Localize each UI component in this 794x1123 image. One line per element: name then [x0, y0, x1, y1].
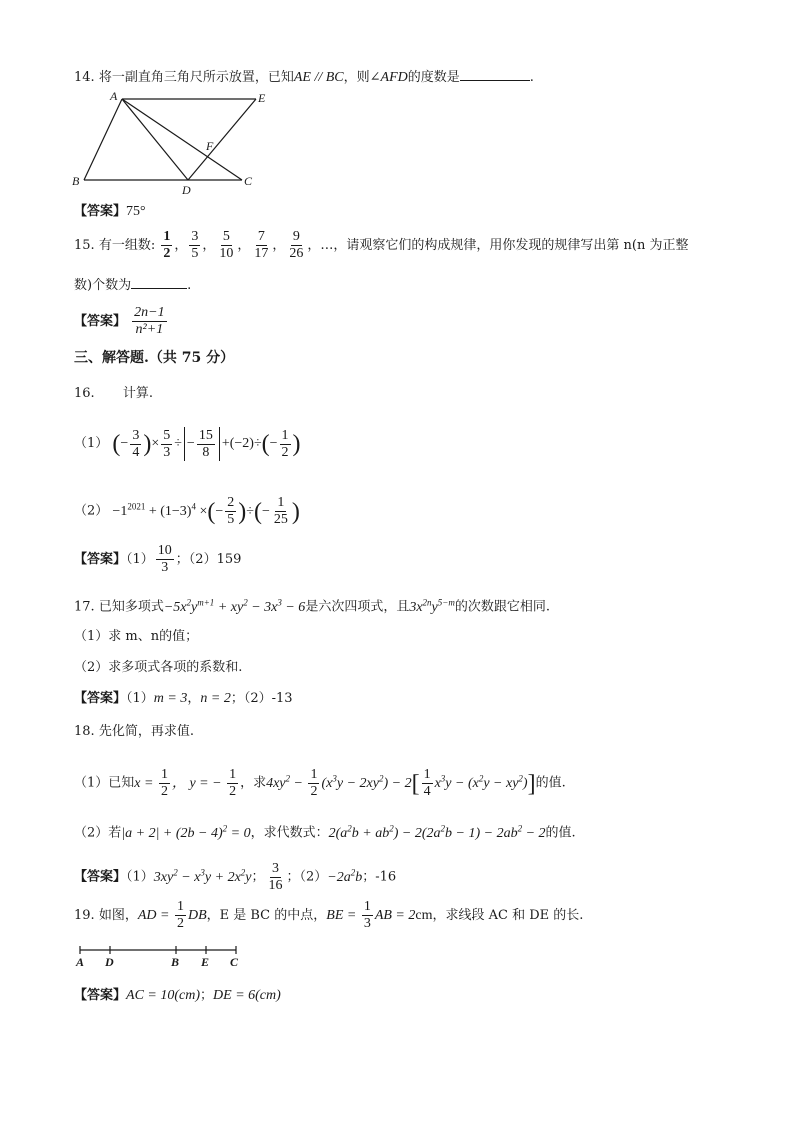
q18-answer: 【答案】$(1)3xy^2 - x^3y + 2x^2y$； $\frac{3}{16}$ ；$(2)-2a^2b$；-16	[74, 860, 397, 893]
q18-part2-cond: $|a + 2| + (2b - 4)^2 = 0$	[121, 823, 251, 841]
q18-part2	[74, 818, 576, 844]
q16-ans1-label: （1）	[126, 552, 154, 567]
q14-angle: AFD	[380, 70, 408, 85]
q16-ans2: ；（2）159	[175, 552, 242, 567]
q16-part1-expr: (− $\frac{3}{4}$ )× $\frac{5}{3}$ ÷ − $\frac{15}{8}$ +(−2)÷(− $\frac{1}{2}$ )	[112, 427, 301, 460]
q16-title: 计算.	[122, 386, 153, 401]
q19-label-a: A	[76, 955, 85, 969]
q18-x-value: x = $\frac{1}{2}$ ， y = − $\frac{1}{2}$	[134, 766, 237, 799]
q14-seg-ad	[122, 99, 188, 180]
q14-number: 14.	[74, 70, 95, 85]
q14-seg-de	[188, 99, 256, 180]
q16-part1	[74, 424, 301, 464]
q18-part2-expr: $2(a^2b + ab^2) - 2(2a^2b - 1) - 2ab^2 - 2$	[328, 823, 546, 841]
q14-figure	[66, 88, 276, 198]
q19-figure	[72, 940, 252, 970]
q14-end: .	[529, 70, 534, 85]
q18-ans1-label: （1）	[126, 869, 154, 885]
q19-text-c: ，求线段 AC 和 DE 的长.	[432, 908, 584, 923]
q15-answer	[74, 304, 169, 340]
q14-answer	[74, 202, 146, 222]
q17-text-b: 是六次四项式，且	[305, 599, 410, 615]
q17-ans-m: m = 3	[153, 691, 188, 706]
q18-answer-tag: 【答案】	[74, 869, 127, 885]
q19-label-e: E	[201, 955, 210, 969]
q18-line	[74, 722, 194, 742]
q17-ans-n: n = 2	[200, 691, 231, 706]
q14-label-d: D	[182, 183, 191, 197]
q16-part2-label: （2）	[74, 503, 109, 519]
q19-ad-eq: AD = $\frac{1}{2}$ DB	[137, 899, 207, 932]
q19-be-eq: BE = $\frac{1}{3}$ AB = 2cm	[326, 899, 433, 932]
q14-answer-tag: 【答案】	[74, 204, 127, 219]
q17-ans1-label: （1）	[126, 691, 154, 706]
q19-number: 19.	[74, 908, 95, 923]
q18-part1-expr: $4xy^2$ − $\frac{1}{2}$ $(x^3y - 2xy^2) - 2$[ $\frac{1}{4}$ $x^3y - (x^2y - xy^2)$]	[266, 766, 536, 799]
q18-part2-b: ，求代数式：	[250, 825, 329, 841]
q15-answer-tag: 【答案】	[74, 314, 127, 329]
q16-ans1-fraction: $\frac{10}{3}$	[157, 543, 172, 575]
q14-answer-value: 75°	[126, 204, 146, 219]
q14-label-e: E	[258, 91, 266, 105]
q18-part1	[74, 758, 566, 804]
q17-text-c: 的次数跟它相同.	[454, 599, 550, 615]
q17-answer-tag: 【答案】	[74, 691, 127, 706]
q18-part2-a: （2）若	[74, 825, 122, 841]
q19-answer-tag: 【答案】	[74, 988, 127, 1003]
q19-label-c: C	[230, 955, 239, 969]
q14-line	[74, 66, 534, 88]
q15-frac-2: $\frac{3}{5}$	[191, 229, 199, 261]
q19-text-b: ，E 是 BC 的中点，	[206, 908, 327, 923]
q17-sub1: （1）求 m、n的值；	[74, 629, 199, 644]
q18-part1-a: （1）已知	[74, 775, 135, 791]
q14-parallel: AE // BC	[293, 70, 344, 85]
q15-text-c: 数)个数为	[74, 278, 132, 293]
q16-answer	[74, 540, 241, 580]
q16-part2	[74, 486, 300, 532]
q14-label-b: B	[72, 174, 80, 188]
q18-part1-b: ，求	[240, 775, 267, 791]
q19-answer: 【答案】AC = 10(cm)；DE = 6(cm)	[74, 988, 281, 1003]
q14-label-f: F	[206, 139, 214, 153]
q19-ans-de: DE = 6(cm)	[213, 988, 281, 1003]
q16-part2-expr: $-1^{2021} + (1-3)^4$ ×(− $\frac{2}{5}$ )÷(− $\frac{1}{25}$ )	[112, 494, 300, 527]
q18-ans2-label: ；（2）	[286, 869, 328, 885]
q18-part1-c: 的值.	[535, 775, 566, 791]
q15-line: 15. 有一组数: $\frac{1}{2}$ ， $\frac{3}{5}$ ， $\frac{5}{10}$ ， $\frac{7}{17}$ ， $\frac{9}{26}$ ，…，请观察它们的构成规律，用你发现的规律写出第 n(n 为正整	[74, 229, 689, 261]
q16-number: 16.	[74, 386, 95, 401]
q19-line	[74, 896, 583, 936]
q17-answer: 【答案】（1）m = 3，n = 2；（2）-13	[74, 691, 293, 706]
q15-frac-4: $\frac{7}{17}$	[254, 229, 269, 261]
q18-title: 先化简，再求值.	[98, 724, 194, 739]
q17-text-a: 已知多项式	[98, 599, 164, 615]
q18-ans2-expr: $-2a^2b$	[327, 867, 363, 885]
q17-poly: $-5x^2y^{m+1} + xy^2 - 3x^3 - 6$	[163, 597, 306, 615]
q15-frac-3: $\frac{5}{10}$	[219, 229, 234, 261]
q19-ans-ac: AC = 10(cm)	[126, 988, 201, 1003]
q14-text-c: 的度数是	[407, 70, 460, 85]
q15-text-b: ，…，请观察它们的构成规律，用你发现的规律写出第 n(n 为正整	[307, 238, 689, 253]
q16-part1-label: （1）	[74, 436, 109, 452]
q17-ans2: ；（2）-13	[230, 691, 293, 706]
q15-frac-5: $\frac{9}{26}$	[289, 229, 304, 261]
q18-number: 18.	[74, 724, 95, 739]
q15-number: 15.	[74, 238, 95, 253]
q18-ans3: ；-16	[362, 869, 397, 885]
q15-text-a: 有一组数:	[98, 238, 156, 253]
section-heading: 三、解答题.（共 75 分）	[74, 350, 235, 366]
q16-answer-tag: 【答案】	[74, 552, 127, 567]
q17-line	[74, 592, 550, 618]
q16-line	[74, 384, 153, 404]
q14-seg-ab	[84, 99, 122, 180]
q18-ans1-expr: $3xy^2 - x^3y + 2x^2y$	[153, 867, 252, 885]
q15-line-2	[74, 274, 191, 296]
q14-label-a: A	[110, 89, 118, 103]
q15-answer-blank[interactable]	[131, 274, 187, 289]
q14-answer-blank[interactable]	[460, 66, 530, 81]
q17-mono: $3x^{2n}y^{5-m}$	[409, 597, 455, 615]
q18-ans1-value: $\frac{3}{16}$	[268, 860, 283, 893]
q14-text-a: 将一副直角三角尺所示放置，已知	[98, 70, 294, 85]
q14-seg-ac	[122, 99, 242, 180]
q19-text-a: 如图，	[98, 908, 138, 923]
q15-frac-1: $\frac{1}{2}$	[163, 229, 171, 261]
q15-end: .	[187, 278, 192, 293]
q19-label-b: B	[171, 955, 180, 969]
q19-label-d: D	[105, 955, 114, 969]
q14-text-b: ，则∠	[343, 70, 381, 85]
q17-sub2: （2）求多项式各项的系数和.	[74, 660, 243, 675]
q14-label-c: C	[244, 174, 253, 188]
q15-answer-fraction: $\frac{2n-1}{\text{n²+1}}$	[134, 305, 165, 337]
q18-part2-c: 的值.	[545, 825, 576, 841]
q17-number: 17.	[74, 599, 95, 615]
